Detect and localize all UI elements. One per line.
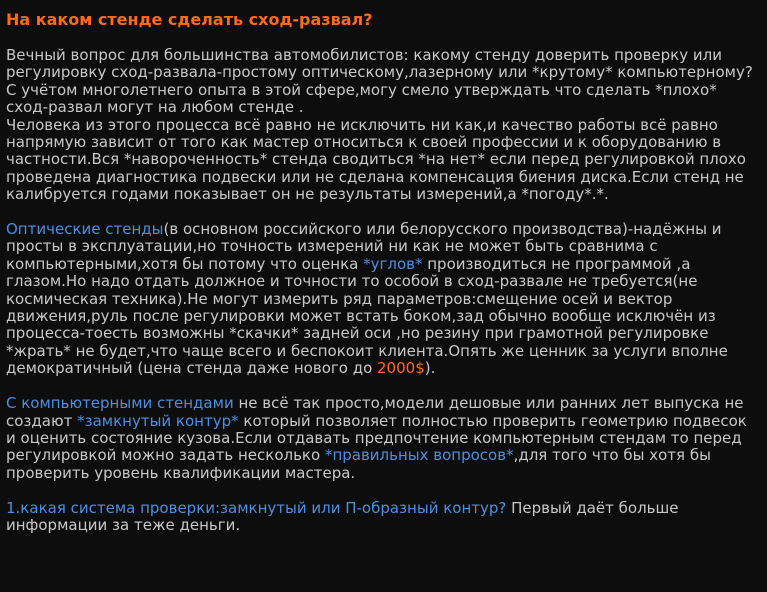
computer-text-3: ,для того что бы хотя бы проверить уровень квалификации мастера. (6, 446, 711, 482)
paragraph-computer-stands (6, 395, 761, 482)
paragraph-question-1 (6, 500, 761, 535)
closed-contour-highlight: *замкнутый контур* (77, 411, 239, 430)
paragraph-human-factor: Человека из этого процесса всё равно не исключить ни как,и качество работы всё равно напрямую зависит от того как мастер относиться к своей профессии и к оборудованию в частности.Вся *навороченность* стенда сводиться *на нет* если перед регулировкой плохо проведена диагностика подвески или не сделана компенсация биения диска.Если стенд не калибруется годами показывает он не результаты измерений,а *погоду*.*. (6, 115, 746, 204)
spacer (6, 378, 761, 395)
computer-text-2: который позволяет полностью проверить геометрию подвесок и оценить состояние кузова.Если отдавать предпочтение компьютерным стендам то перед регулировкой можно задать несколько (6, 411, 747, 465)
paragraph-optical-stands (6, 221, 761, 378)
paragraph-experience: С учётом многолетнего опыта в этой сфере,могу смело утверждать что сделать *плохо* сход-развал могут на любом стенде . (6, 80, 717, 117)
question-1-answer: Первый даёт больше информации за теже деньги. (6, 498, 679, 534)
computer-stands-highlight: С компьютерными стендами (6, 394, 234, 413)
optical-text-2: производиться не программой ,а глазом.Но надо отдать должное и точности то особой в сход-развале не требуется(не космическая техника).Не могут измерить ряд параметров:смещение осей и вектор движения,руль после регулировки может встать боком,зад обычно вообще исключён из процесса-тоесть возможны *скачки* задней оси ,но резину при грамотной регулировке *жрать* не будет,что чаще всего и беспокоит клиента.Опять же ценник за услуги вполне демократичный (цена стенда даже нового до (6, 254, 728, 378)
optical-stands-highlight: Оптические стенды (6, 220, 164, 239)
spacer (6, 482, 761, 499)
paragraph-intro: Вечный вопрос для большинства автомобилистов: какому стенду доверить проверку или регулировку сход-развала-простому оптическому,лазерному или *крутому* компьютерному? (6, 46, 753, 82)
angles-highlight: *углов* (363, 254, 423, 273)
question-1-highlight: 1.какая система проверки:замкнутый или П-образный контур? (6, 498, 507, 517)
computer-text-1: не всё так просто,модели дешовые или ранних лет выпуска не создают (6, 394, 744, 430)
price-highlight: 2000$ (377, 359, 425, 378)
spacer (6, 204, 761, 221)
right-questions-highlight: *правильных вопросов* (324, 446, 514, 465)
article-title: На каком стенде сделать сход-развал? (6, 10, 373, 29)
optical-text-3: ). (424, 359, 436, 378)
optical-text-1: (в основном российского или белорусского производства)-надёжны и просты в эксплуатации,но точность измерений ни как не может быть сравнима с компьютерными,хотя бы потому что оценка (6, 220, 722, 273)
